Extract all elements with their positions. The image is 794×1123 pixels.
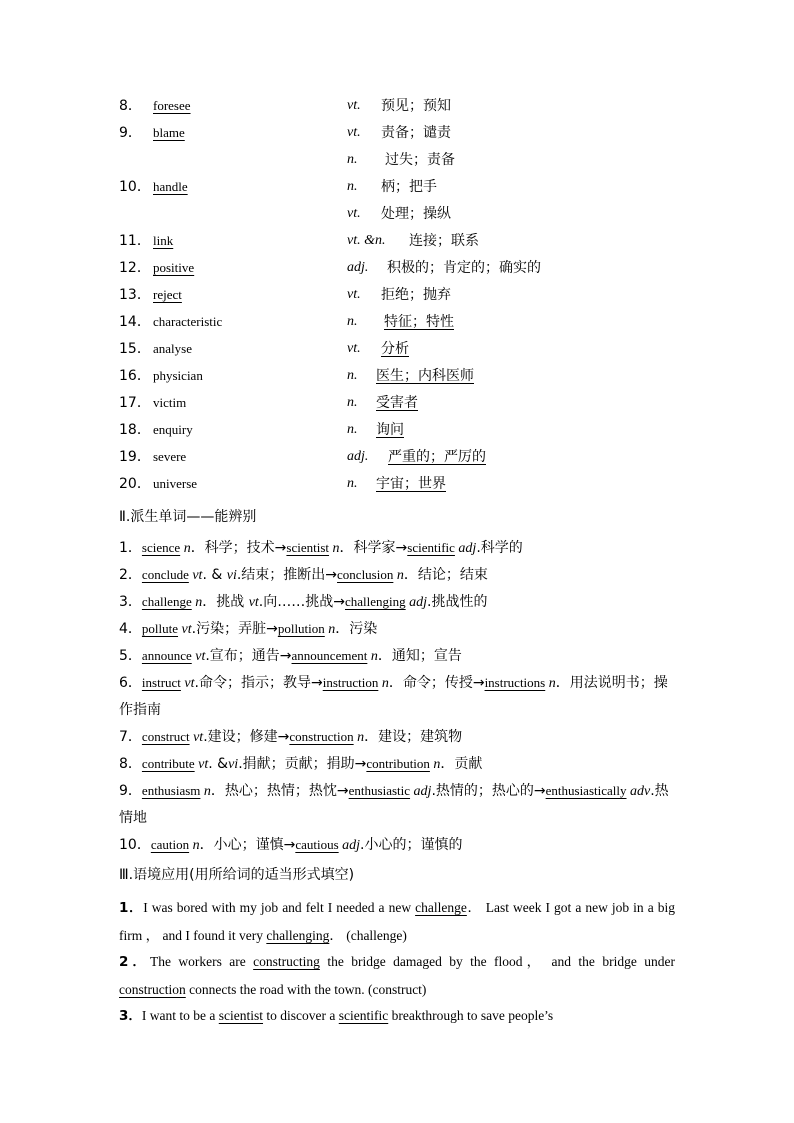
vocab-number: 16．	[119, 368, 151, 384]
text-segment: ．热心；热情；热忱→	[210, 783, 349, 799]
vocab-row	[119, 285, 679, 305]
answer-blank: scientist	[218, 1008, 264, 1023]
part-of-speech: vt	[248, 595, 259, 610]
part-of-speech: vt	[194, 757, 209, 772]
part-of-speech: adv	[626, 784, 651, 799]
part-of-speech: n	[393, 568, 404, 583]
vocab-number: 19．	[119, 449, 151, 465]
vocab-word: characteristic	[153, 314, 223, 329]
answer-blank: construction	[119, 982, 186, 997]
derived-item	[119, 642, 675, 670]
vocab-pos: n.	[347, 368, 358, 383]
vocab-meaning: 分析	[381, 341, 409, 357]
item-number: 9．	[119, 783, 142, 799]
vocab-word: foresee	[153, 98, 191, 113]
vocab-pos: n.	[347, 152, 358, 167]
text-segment: I want to be a	[141, 1008, 219, 1023]
part-of-speech: vi	[228, 757, 239, 772]
text-segment: .建设；修建→	[203, 729, 290, 745]
vocab-meaning: 询问	[376, 422, 404, 438]
derived-item	[119, 777, 675, 832]
item-number: 10．	[119, 837, 151, 853]
part-of-speech: adj	[454, 541, 477, 556]
text-segment: .向……挑战→	[258, 594, 345, 610]
vocab-row	[119, 150, 679, 170]
part-of-speech: n	[191, 595, 203, 610]
vocab-pos: vt.	[347, 206, 361, 221]
answer-blank: contribution	[366, 756, 430, 771]
vocab-meaning: 预见；预知	[381, 98, 451, 114]
vocab-pos: n.	[347, 422, 358, 437]
text-segment: to discover a	[263, 1008, 339, 1023]
vocab-pos: vt.	[347, 98, 361, 113]
vocab-number: 17．	[119, 395, 151, 411]
text-segment: ． (challenge)	[329, 928, 407, 943]
vocab-pos: vt.	[347, 287, 361, 302]
answer-blank: announce	[141, 648, 192, 663]
vocab-word: link	[153, 233, 174, 248]
text-segment: .宣布；通告→	[205, 648, 292, 664]
vocab-number: 9．	[119, 125, 142, 141]
part-of-speech: vt	[191, 649, 206, 664]
part-of-speech: n	[429, 757, 441, 772]
vocab-row	[119, 474, 679, 494]
vocab-number: 12．	[119, 260, 151, 276]
part-of-speech: n	[353, 730, 365, 745]
text-segment: ．污染	[335, 621, 378, 637]
item-number: 5．	[119, 648, 142, 664]
answer-blank: science	[141, 540, 181, 555]
vocab-row	[119, 258, 679, 278]
vocab-number: 10．	[119, 179, 151, 195]
text-segment: .污染；弄脏→	[191, 621, 278, 637]
answer-blank: challenge	[415, 900, 467, 915]
vocab-row	[119, 231, 679, 251]
vocab-row	[119, 204, 679, 224]
part-of-speech: n	[545, 676, 556, 691]
vocab-meaning: 连接；联系	[409, 233, 479, 249]
vocab-meaning: 严重的；严厉的	[388, 449, 486, 465]
answer-blank: caution	[150, 837, 190, 852]
text-segment: . &	[208, 756, 229, 772]
text-segment: The workers are	[149, 954, 254, 969]
sentence-item	[119, 1002, 675, 1030]
text-segment: ．命令；传授→	[388, 675, 485, 691]
vocab-row	[119, 420, 679, 440]
derived-item	[119, 615, 675, 643]
vocab-meaning: 处理；操纵	[381, 206, 451, 222]
text-segment: breakthrough to save people’s	[388, 1008, 554, 1023]
vocab-pos: n.	[347, 314, 358, 329]
vocab-word: physician	[153, 368, 203, 383]
text-segment: .捐献；贡献；捐助→	[238, 756, 367, 772]
answer-blank: instruction	[322, 675, 379, 690]
sentence-item	[119, 894, 675, 949]
vocab-row	[119, 447, 679, 467]
vocab-meaning: 积极的；肯定的；确实的	[387, 260, 541, 276]
answer-blank: enthusiasm	[141, 783, 201, 798]
part-of-speech: adj	[338, 838, 361, 853]
vocab-pos: vt. &n.	[347, 233, 386, 248]
derived-item	[119, 669, 675, 724]
vocab-pos: n.	[347, 179, 358, 194]
item-number: 7．	[119, 729, 142, 745]
part-of-speech: n	[378, 676, 389, 691]
derived-item	[119, 561, 675, 589]
item-number: 1．	[119, 540, 142, 556]
text-segment: connects the road with the town. (construct)	[185, 982, 427, 997]
vocab-pos: adj.	[347, 449, 369, 464]
answer-blank: conclude	[141, 567, 189, 582]
item-number: 8．	[119, 756, 142, 772]
vocab-row	[119, 123, 679, 143]
vocab-word: reject	[153, 287, 182, 302]
vocab-row	[119, 339, 679, 359]
vocab-number: 15．	[119, 341, 151, 357]
vocab-number: 11．	[119, 233, 151, 249]
vocab-word: universe	[153, 476, 198, 491]
answer-blank: pollution	[277, 621, 325, 636]
vocab-word: analyse	[153, 341, 192, 356]
answer-blank: scientist	[286, 540, 330, 555]
text-segment: ．挑战	[202, 594, 249, 610]
section-3-title: Ⅲ.语境应用(用所给词的适当形式填空)	[119, 867, 355, 883]
vocab-meaning: 医生；内科医师	[376, 368, 474, 384]
vocab-row	[119, 312, 679, 332]
derived-item	[119, 588, 675, 616]
answer-blank: instructions	[484, 675, 546, 690]
vocab-word: enquiry	[153, 422, 193, 437]
part-of-speech: vt	[180, 676, 195, 691]
section-2-title: Ⅱ.派生单词——能辨别	[119, 509, 257, 525]
derived-item	[119, 750, 675, 778]
part-of-speech: adj	[405, 595, 428, 610]
answer-blank: contribute	[141, 756, 195, 771]
vocab-row	[119, 96, 679, 116]
text-segment: ． Last week I got a new job in a big firm ， and I found it very	[119, 900, 675, 943]
vocab-meaning: 柄；把手	[381, 179, 437, 195]
answer-blank: constructing	[253, 954, 320, 969]
vocab-pos: n.	[347, 395, 358, 410]
item-number: 3．	[119, 594, 142, 610]
derived-item	[119, 723, 675, 751]
vocab-row	[119, 393, 679, 413]
part-of-speech: n	[367, 649, 378, 664]
answer-blank: enthusiastic	[348, 783, 411, 798]
text-segment: ．小心；谨慎→	[199, 837, 296, 853]
text-segment: ．科学家→	[339, 540, 408, 556]
text-segment: .结束；推断出→	[236, 567, 338, 583]
answer-blank: construct	[141, 729, 190, 744]
vocab-number: 20．	[119, 476, 151, 492]
vocab-meaning: 宇宙；世界	[376, 476, 446, 492]
text-segment: .热情的；热心的→	[431, 783, 546, 799]
sentence-item	[119, 948, 675, 1003]
part-of-speech: n	[180, 541, 191, 556]
text-segment: .热情地	[119, 783, 669, 826]
vocab-word: handle	[153, 179, 188, 194]
part-of-speech: adj	[410, 784, 432, 799]
vocab-number: 8．	[119, 98, 142, 114]
part-of-speech: vt	[178, 622, 192, 637]
vocab-number: 18．	[119, 422, 151, 438]
answer-blank: construction	[289, 729, 354, 744]
part-of-speech: n	[324, 622, 336, 637]
vocab-meaning: 拒绝；抛弃	[381, 287, 451, 303]
vocab-row	[119, 366, 679, 386]
vocab-number: 14．	[119, 314, 151, 330]
answer-blank: challenging	[266, 928, 330, 943]
vocab-pos: n.	[347, 476, 358, 491]
text-segment: the bridge damaged by the flood， and the bridge under	[319, 954, 675, 969]
text-segment: ．贡献	[440, 756, 483, 772]
derived-item	[119, 534, 675, 562]
text-segment: ．科学；技术→	[190, 540, 287, 556]
vocab-number: 13．	[119, 287, 151, 303]
vocab-word: positive	[153, 260, 195, 275]
vocab-word: victim	[153, 395, 187, 410]
item-number: 2．	[119, 567, 142, 583]
vocab-word: blame	[153, 125, 185, 140]
answer-blank: challenge	[141, 594, 192, 609]
text-segment: .小心的；谨慎的	[360, 837, 463, 853]
answer-blank: announcement	[291, 648, 368, 663]
part-of-speech: n	[200, 784, 211, 799]
text-segment: ．用法说明书；操作指南	[119, 675, 668, 718]
vocab-meaning: 责备；谴责	[381, 125, 451, 141]
answer-blank: cautious	[295, 837, 339, 852]
item-number: 1．	[119, 900, 144, 916]
item-number: 4．	[119, 621, 142, 637]
text-segment: .挑战性的	[427, 594, 488, 610]
part-of-speech: vt	[188, 568, 203, 583]
derived-item	[119, 831, 675, 859]
part-of-speech: vi	[226, 568, 237, 583]
text-segment: .命令；指示；教导→	[194, 675, 323, 691]
answer-blank: conclusion	[337, 567, 394, 582]
text-segment: I was bored with my job and felt I needed a new	[143, 900, 416, 915]
vocab-meaning: 特征；特性	[384, 314, 454, 330]
answer-blank: pollute	[141, 621, 179, 636]
vocab-meaning: 受害者	[376, 395, 418, 411]
text-segment: ．通知；宣告	[377, 648, 462, 664]
text-segment: ．建设；建筑物	[364, 729, 463, 745]
answer-blank: instruct	[141, 675, 181, 690]
text-segment: ．结论；结束	[403, 567, 488, 583]
answer-blank: scientific	[407, 540, 455, 555]
text-segment: .科学的	[476, 540, 523, 556]
item-number: 6．	[119, 675, 142, 691]
item-number: 3．	[119, 1008, 142, 1024]
vocab-row	[119, 177, 679, 197]
part-of-speech: vt	[189, 730, 204, 745]
vocab-word: severe	[153, 449, 187, 464]
text-segment: . &	[202, 567, 227, 583]
answer-blank: challenging	[344, 594, 406, 609]
vocab-meaning: 过失；责备	[385, 152, 455, 168]
vocab-pos: vt.	[347, 341, 361, 356]
vocab-pos: vt.	[347, 125, 361, 140]
part-of-speech: n	[189, 838, 200, 853]
part-of-speech: n	[329, 541, 340, 556]
answer-blank: scientific	[338, 1008, 389, 1023]
answer-blank: enthusiastically	[545, 783, 627, 798]
item-number: 2．	[119, 954, 150, 970]
vocab-pos: adj.	[347, 260, 369, 275]
